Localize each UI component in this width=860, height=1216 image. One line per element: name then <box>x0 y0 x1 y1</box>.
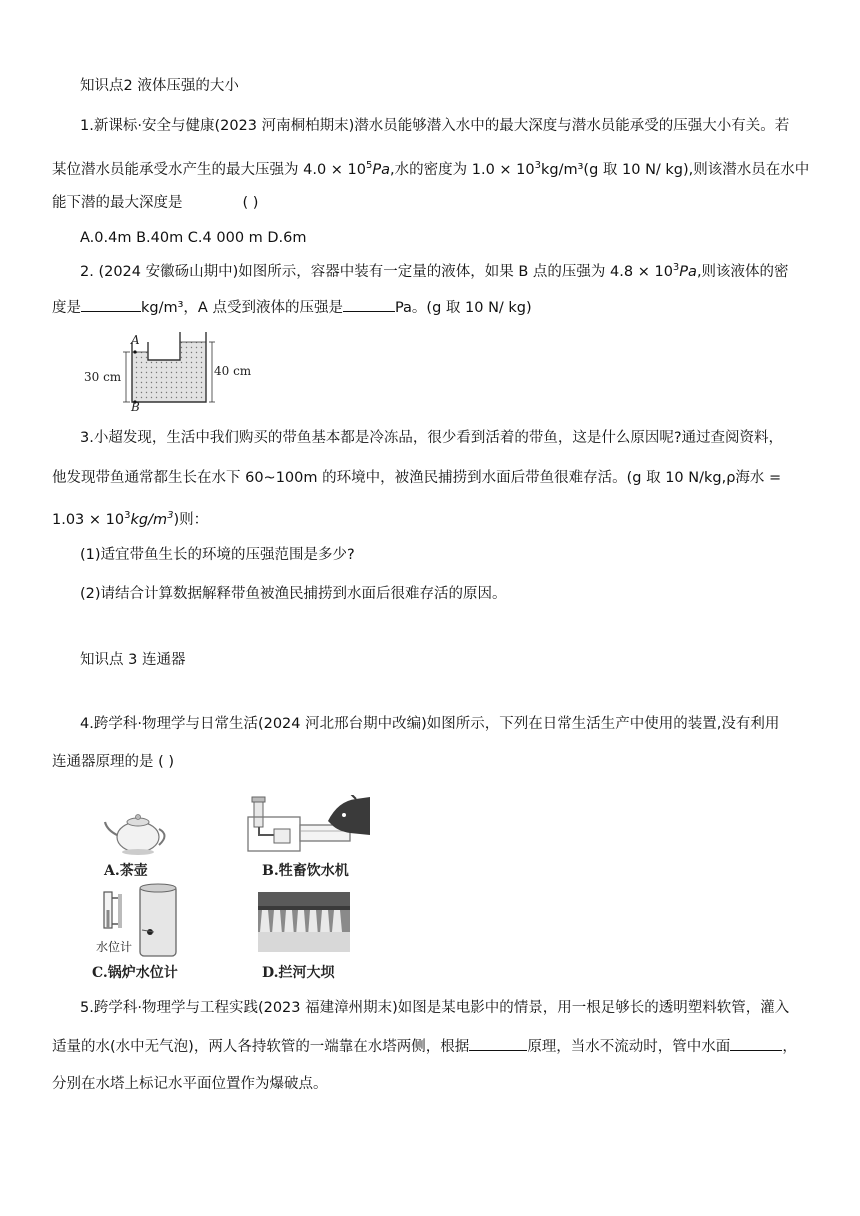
q1-line-2: 某位潜水员能承受水产生的最大压强为 $4.0 \times 10^5Pa$,水的密度为 $1.0 \times 10^3kg/m^3(g$ 取 10 N/ kg),则该潜水员在水中 <box>52 160 810 178</box>
q2-line-1: 2. (2024 安徽砀山期中)如图所示，容器中装有一定量的液体，如果 B 点的压强为 $4.8 \times 10^3Pa$,则该液体的密 <box>80 262 789 280</box>
q2-line-2: 度是 kg/m³，A 点受到液体的压强是 Pa。(g 取 10 N/ kg) <box>52 297 532 318</box>
q3-sub-2: (2)请结合计算数据解释带鱼被渔民捕捞到水面后很难存活的原因。 <box>80 586 507 602</box>
option-c-label: C.锅炉水位计 <box>92 965 178 981</box>
point-a <box>133 350 136 353</box>
section-title-2: 知识点2 液体压强的大小 <box>80 78 239 94</box>
q5-line-2: 适量的水(水中无气泡)，两人各持软管的一端靠在水塔两侧，根据 原理，当水不流动时，管中水面 ， <box>52 1036 797 1057</box>
container-diagram <box>84 330 254 415</box>
q1-answer-bracket: ( ) <box>242 195 259 211</box>
q1-line-1: 1.新课标·安全与健康(2023 河南桐柏期末)潜水员能够潜入水中的最大深度与潜水员能承受的压强大小有关。若 <box>80 118 790 134</box>
boiler-gauge-figure <box>96 882 186 960</box>
q5-line-3: 分别在水塔上标记水平面位置作为爆破点。 <box>52 1076 328 1092</box>
option-a-label: A.茶壶 <box>104 863 148 879</box>
dim-left-label: 30 cm <box>84 370 122 384</box>
q2-density-blank <box>81 297 141 312</box>
dam-figure <box>258 892 350 952</box>
livestock-waterer-figure <box>246 795 372 857</box>
section-title-3: 知识点 3 连通器 <box>80 652 186 668</box>
q5-line-1: 5.跨学科·物理学与工程实践(2023 福建漳州期末)如图是某电影中的情景，用一根足够长的透明塑料软管，灌入 <box>80 1000 790 1016</box>
label-a: A <box>131 333 140 347</box>
q1-line-3: 能下潜的最大深度是 ( ) <box>52 195 259 211</box>
q5-surface-blank <box>730 1036 782 1051</box>
q5-principle-blank <box>469 1036 527 1051</box>
water-gauge-inner-label: 水位计 <box>96 940 133 954</box>
q3-line-1: 3.小超发现，生活中我们购买的带鱼基本都是冷冻品，很少看到活着的带鱼，这是什么原因呢?通过查阅资料， <box>80 430 784 446</box>
q3-sub-1: (1)适宜带鱼生长的环境的压强范围是多少? <box>80 547 355 563</box>
q1-options: A.0.4m B.40m C.4 000 m D.6m <box>80 230 307 246</box>
q3-line-2: 他发现带鱼通常都生长在水下 60~100m 的环境中，被渔民捕捞到水面后带鱼很难存活。(g 取 10 N/kg,ρ海水 = <box>52 470 782 486</box>
teapot-figure <box>100 808 170 858</box>
dim-right-label: 40 cm <box>214 364 252 378</box>
label-b: B <box>131 400 140 414</box>
option-b-label: B.牲畜饮水机 <box>262 863 349 879</box>
q2-pressure-blank <box>343 297 395 312</box>
q4-line-2: 连通器原理的是 ( ) <box>52 754 175 770</box>
q4-line-1: 4.跨学科·物理学与日常生活(2024 河北邢台期中改编)如图所示，下列在日常生活生产中使用的装置,没有利用 <box>80 716 780 732</box>
q3-line-3: $1.03 \times 10^3kg/m^3$)则： <box>52 510 209 528</box>
option-d-label: D.拦河大坝 <box>262 965 335 981</box>
